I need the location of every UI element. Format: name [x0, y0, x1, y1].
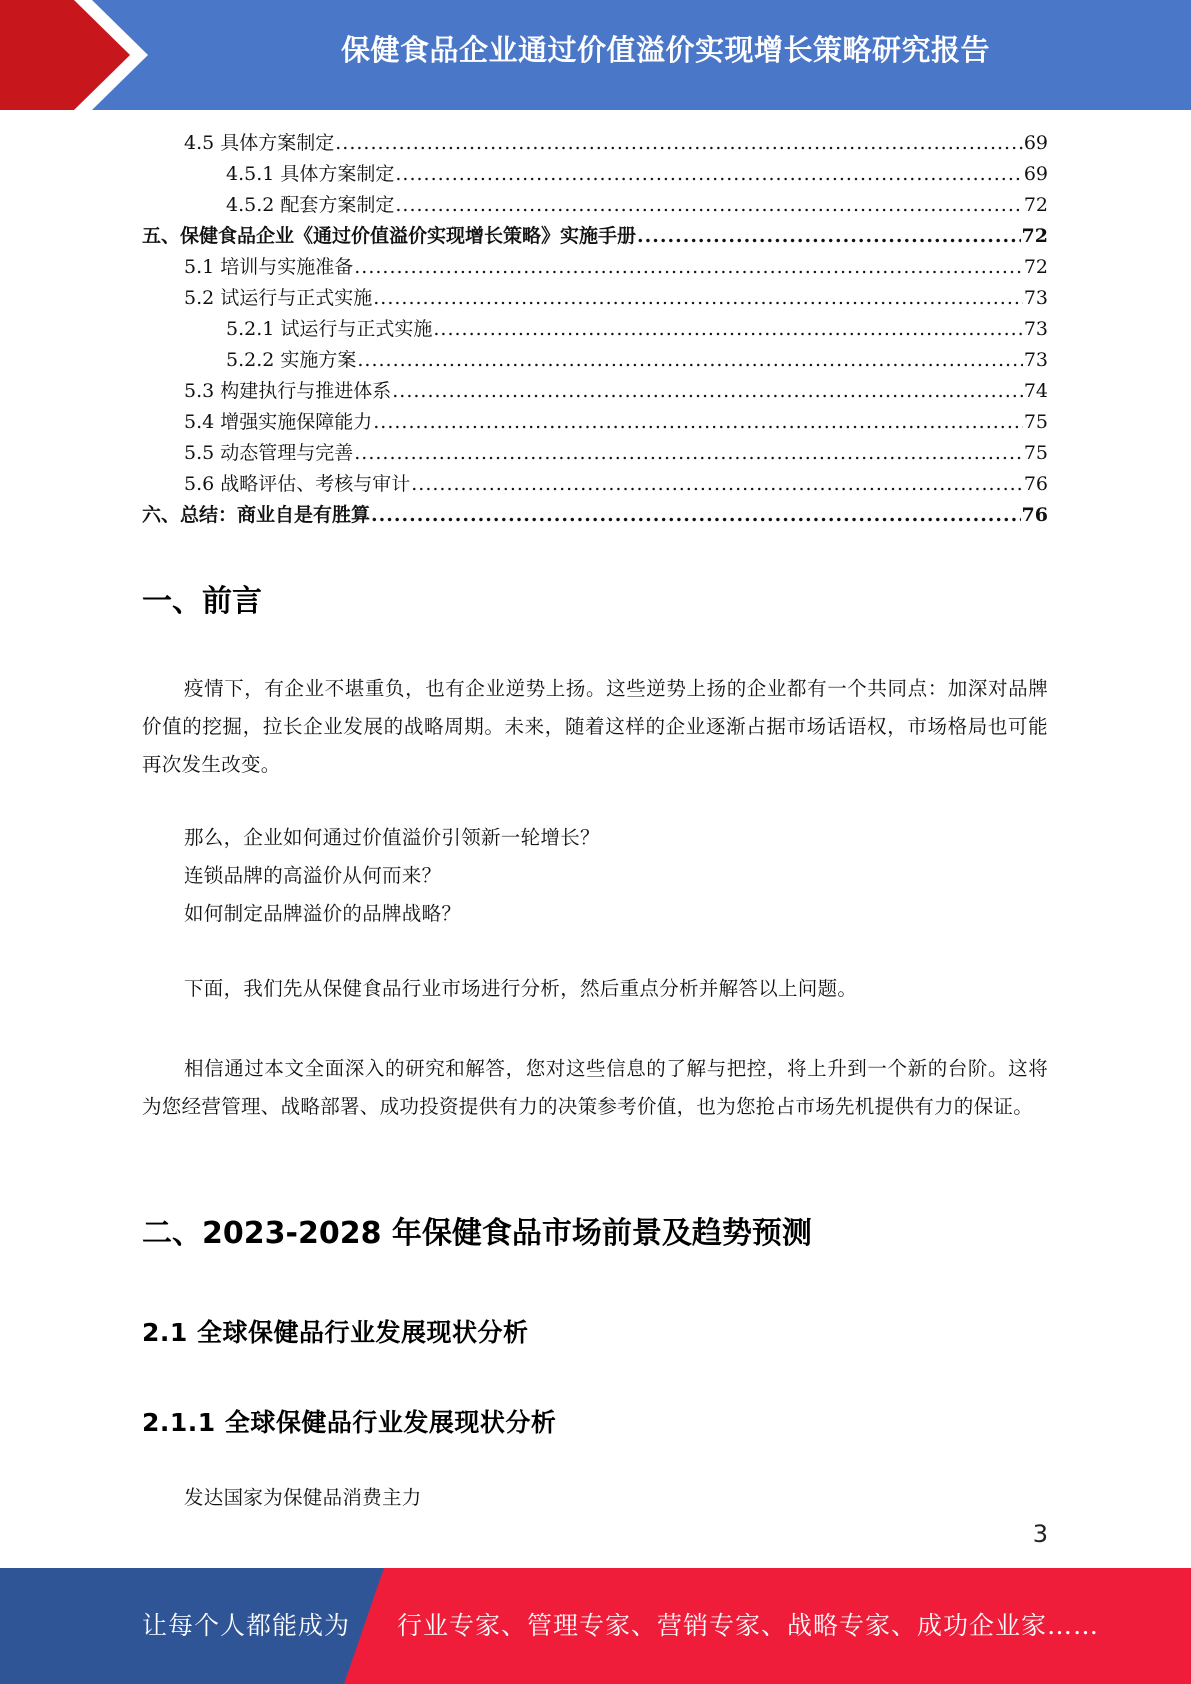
toc-entry-title: 5.4 增强实施保障能力: [184, 411, 373, 433]
header-arrow-decoration: [0, 0, 160, 110]
paragraph: 发达国家为保健品消费主力: [184, 1486, 422, 1509]
toc-entry[interactable]: [142, 221, 1048, 252]
toc-leader-dots: [371, 500, 1021, 531]
toc-leader-dots: [373, 283, 1023, 314]
report-title: 保健食品企业通过价值溢价实现增长策略研究报告: [340, 33, 990, 67]
question-line: 如何制定品牌溢价的品牌战略？: [184, 902, 462, 925]
toc-entry-title: 4.5.1 具体方案制定: [226, 163, 395, 185]
question-line: 那么，企业如何通过价值溢价引领新一轮增长？: [184, 826, 600, 849]
toc-entry-page: 72: [1023, 194, 1048, 216]
footer-slogan-left: 让每个人都能成为: [142, 1611, 351, 1640]
toc-entry-title: 5.3 构建执行与推进体系: [184, 380, 392, 402]
toc-entry-page: 75: [1023, 411, 1048, 433]
toc-entry[interactable]: [142, 159, 1048, 190]
toc-entry-page: 69: [1023, 163, 1048, 185]
toc-entry-page: 73: [1023, 287, 1048, 309]
toc-entry[interactable]: [142, 469, 1048, 500]
toc-leader-dots: [373, 407, 1023, 438]
page-number: 3: [1032, 1520, 1048, 1548]
toc-entry[interactable]: [142, 283, 1048, 314]
toc-entry-title: 5.2 试运行与正式实施: [184, 287, 373, 309]
toc-entry[interactable]: [142, 345, 1048, 376]
toc-entry-title: 六、总结：商业自是有胜算: [142, 504, 371, 526]
section-heading-market: 二、2023-2028 年保健食品市场前景及趋势预测: [142, 1216, 812, 1251]
toc-entry-page: 72: [1021, 225, 1048, 247]
toc-entry-page: 69: [1023, 132, 1048, 154]
toc-entry[interactable]: [142, 438, 1048, 469]
toc-leader-dots: [392, 376, 1023, 407]
toc-entry-title: 5.2.1 试运行与正式实施: [226, 318, 433, 340]
page-footer: [0, 1568, 1191, 1684]
toc-entry[interactable]: [142, 407, 1048, 438]
toc-entry[interactable]: [142, 314, 1048, 345]
toc-leader-dots: [354, 438, 1023, 469]
toc-entry-title: 5.2.2 实施方案: [226, 349, 357, 371]
toc-leader-dots: [637, 221, 1021, 252]
page-header: [0, 0, 1191, 110]
toc-leader-dots: [395, 190, 1022, 221]
toc-entry-title: 5.5 动态管理与完善: [184, 442, 354, 464]
toc-entry[interactable]: [142, 376, 1048, 407]
toc-leader-dots: [433, 314, 1022, 345]
toc-leader-dots: [395, 159, 1022, 190]
toc-entry[interactable]: [142, 190, 1048, 221]
toc-entry-title: 5.1 培训与实施准备: [184, 256, 354, 278]
toc-entry-page: 76: [1021, 504, 1048, 526]
toc-entry-page: 76: [1023, 473, 1048, 495]
toc-leader-dots: [335, 128, 1023, 159]
toc-entry-title: 4.5.2 配套方案制定: [226, 194, 395, 216]
paragraph: 下面，我们先从保健食品行业市场进行分析，然后重点分析并解答以上问题。: [184, 977, 858, 1000]
toc-entry-page: 74: [1023, 380, 1048, 402]
table-of-contents: [142, 128, 1048, 531]
toc-entry[interactable]: [142, 500, 1048, 531]
subsubsection-heading: 2.1.1 全球保健品行业发展现状分析: [142, 1408, 557, 1437]
toc-entry[interactable]: [142, 252, 1048, 283]
toc-entry-page: 72: [1023, 256, 1048, 278]
toc-leader-dots: [411, 469, 1023, 500]
paragraph: 相信通过本文全面深入的研究和解答，您对这些信息的了解与把控，将上升到一个新的台阶。这将为您经营管理、战略部署、成功投资提供有力的决策参考价值，也为您抢占市场先机提供有力的保证。: [142, 1057, 1048, 1118]
toc-entry[interactable]: [142, 128, 1048, 159]
toc-entry-page: 73: [1023, 349, 1048, 371]
toc-entry-title: 5.6 战略评估、考核与审计: [184, 473, 411, 495]
toc-entry-title: 五、保健食品企业《通过价值溢价实现增长策略》实施手册: [142, 225, 637, 247]
paragraph: 疫情下，有企业不堪重负，也有企业逆势上扬。这些逆势上扬的企业都有一个共同点：加深对品牌价值的挖掘，拉长企业发展的战略周期。未来，随着这样的企业逐渐占据市场话语权，市场格局也可能再次发生改变。: [142, 677, 1048, 776]
toc-entry-page: 73: [1023, 318, 1048, 340]
footer-slogan-right: 行业专家、管理专家、营销专家、战略专家、成功企业家……: [397, 1611, 1100, 1640]
toc-leader-dots: [354, 252, 1023, 283]
question-line: 连锁品牌的高溢价从何而来？: [184, 864, 442, 887]
subsection-heading: 2.1 全球保健品行业发展现状分析: [142, 1318, 529, 1347]
toc-leader-dots: [357, 345, 1022, 376]
section-heading-preface: 一、前言: [142, 584, 262, 619]
toc-entry-title: 4.5 具体方案制定: [184, 132, 335, 154]
toc-entry-page: 75: [1023, 442, 1048, 464]
